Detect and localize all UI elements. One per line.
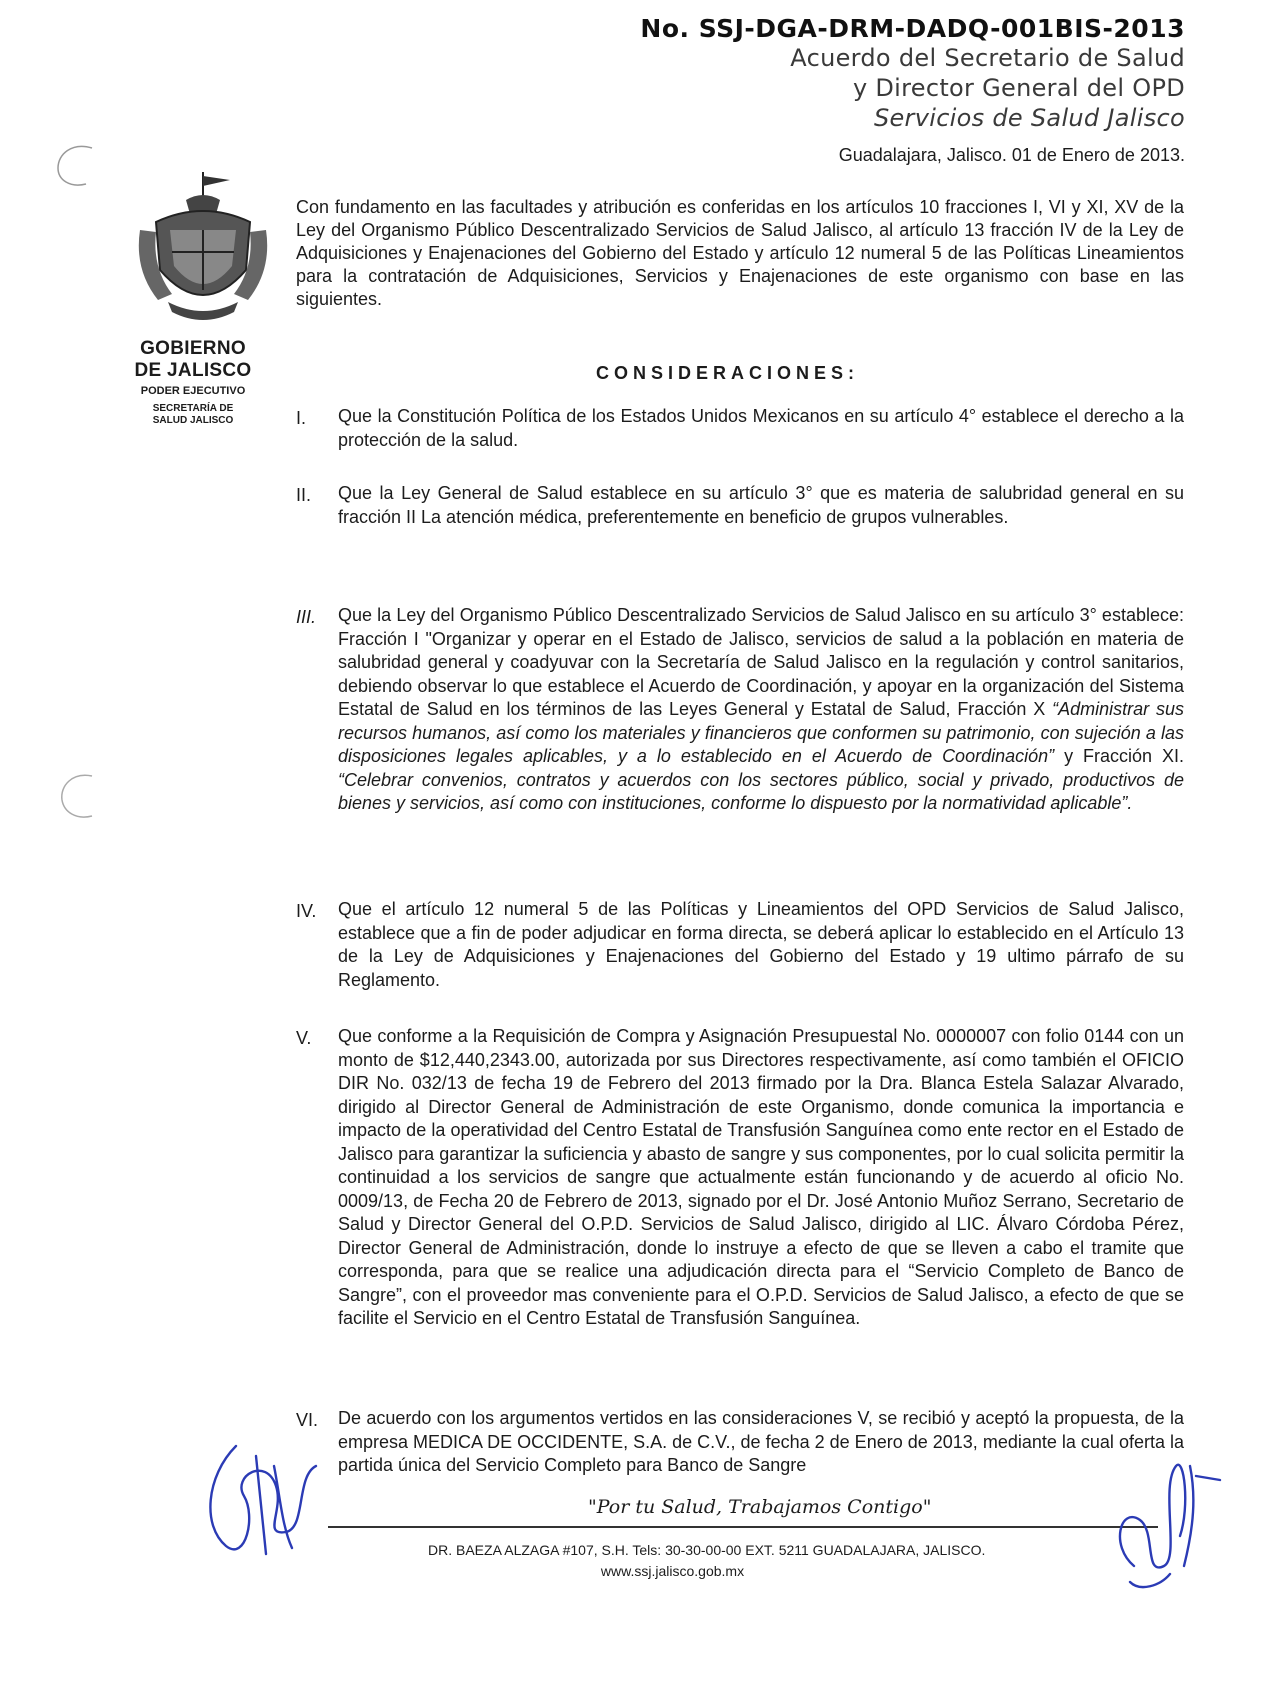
government-line4: SECRETARÍA DE SALUD JALISCO [152, 403, 234, 426]
consideration-number: III. [296, 607, 317, 627]
agreement-title-line1: Acuerdo del Secretario de Salud [790, 44, 1185, 72]
footer-address: DR. BAEZA ALZAGA #107, S.H. Tels: 30-30-00-00 EXT. 5211 GUADALAJARA, JALISCO. [428, 1542, 986, 1558]
agreement-title-line2: y Director General del OPD [852, 74, 1185, 102]
consideration-text: Que la Constitución Política de los Estados Unidos Mexicanos en su artículo 4° establece el derecho a la protección de la salud. [338, 406, 1184, 450]
consideration-item [296, 604, 1184, 816]
document-header [640, 14, 1185, 166]
consideration-text: Que conforme a la Requisición de Compra y Asignación Presupuestal No. 0000007 con folio 0144 con un monto de $12,440,2343.00, autorizada por sus Directores respectivamente, así como también el OFICIO DIR No. 032/13 de fecha 19 de Febrero del 2013 firmado por la Dra. Blanca Estela Salazar Alvarado, dirigido al Director General de Administración de este Organismo, donde comunica la importancia e impacto de la operatividad del Centro Estatal de Transfusión Sanguínea como ente rector en el Estado de Jalisco para garantizar la suficiencia y abasto de sangre y sus componentes, por lo cual solicita permitir la continuidad a los servicios de sangre que actualmente están funcionando y de acuerdo al oficio No. 0009/13, de Fecha 20 de Febrero de 2013, signado por el Dr. José Antonio Muñoz Serrano, Secretario de Salud y Director General del O.P.D. Servicios de Salud Jalisco, dirigido al LIC. Álvaro Córdoba Pérez, Director General de Administración, donde lo instruye a efecto de que se lleven a cabo el tramite que corresponda, para que se realice una adjudicación directa para el “Servicio Completo de Banco de Sangre”, con el proveedor mas conveniente para el O.P.D. Servicios de Salud Jalisco, a efecto de que se facilite el Servicio en el Centro Estatal de Transfusión Sanguínea. [338, 1026, 1184, 1328]
handwritten-signature-left [196, 1436, 336, 1566]
government-block [118, 338, 268, 427]
consideration-text-part: Que la Ley del Organismo Público Descentralizado Servicios de Salud Jalisco en su artículo 3° establece: Fracción I "Organizar y operar en el Estado de Jalisco, servicios de salud a la población en materia de salubridad general y coadyuvar con la Secretaría de Salud Jalisco en la regulación y control sanitarios, debiendo observar lo que establece el Acuerdo de Coordinación, y apoyar en la organización del Sistema Estatal de Salud en los términos de las Leyes General y Estatal de Salud, Fracción X [338, 605, 1184, 719]
consideration-text-part: y Fracción XI. [1054, 746, 1184, 766]
government-line2: DE JALISCO [134, 360, 252, 381]
consideration-item [296, 482, 1184, 529]
consideration-text: De acuerdo con los argumentos vertidos en las consideraciones V, se recibió y aceptó la propuesta, de la empresa MEDICA DE OCCIDENTE, S.A. de C.V., de fecha 2 de Enero de 2013, mediante la cual oferta la partida única del Servicio Completo para Banco de Sangre [338, 1408, 1184, 1475]
consideration-number: V. [296, 1028, 312, 1048]
consideration-text: Que el artículo 12 numeral 5 de las Políticas y Lineamientos del OPD Servicios de Salud Jalisco, establece que a fin de poder adjudicar en forma directa, se deberá aplicar lo establecido en el Artículo 13 de la Ley de Adquisiciones y Enajenaciones del Gobierno del Estado y 19 ultimo párrafo de su Reglamento. [338, 899, 1184, 990]
consideration-text: Que la Ley General de Salud establece en su artículo 3° que es materia de salubridad general en su fracción II La atención médica, preferentemente en beneficio de grupos vulnerables. [338, 483, 1184, 527]
handwritten-signature-right [1100, 1446, 1230, 1596]
document-date: Guadalajara, Jalisco. 01 de Enero de 2013. [838, 145, 1185, 165]
agreement-title-line3: Servicios de Salud Jalisco [873, 104, 1185, 132]
consideration-item [296, 405, 1184, 452]
government-line1: GOBIERNO [140, 338, 246, 359]
intro-paragraph: Con fundamento en las facultades y atribución es conferidas en los artículos 10 fracciones I, VI y XI, XV de la Ley del Organismo Público Descentralizado Servicios de Salud Jalisco, al artículo 13 fracción IV de la Ley de Adquisiciones y Enajenaciones del Gobierno del Estado y artículo 12 numeral 5 de las Políticas Lineamientos para la contratación de Adquisiciones, Servicios y Enajenaciones de este organismo con base en las siguientes. [296, 197, 1184, 309]
consideration-item [296, 898, 1184, 992]
consideration-number: I. [296, 408, 307, 428]
considerations-title: CONSIDERACIONES: [596, 363, 860, 383]
consideration-text [338, 604, 1184, 816]
government-line3: PODER EJECUTIVO [140, 385, 246, 397]
consideration-quote: “Administrar sus recursos humanos, así como los materiales y financieros que conformen su patrimonio, con sujeción a las disposiciones legales aplicables, y a lo establecido en el Acuerdo de Coordinación” [338, 699, 1184, 766]
punch-hole-bottom [54, 770, 98, 824]
consideration-number: IV. [296, 901, 317, 921]
consideration-number: VI. [296, 1410, 319, 1430]
consideration-number: II. [296, 485, 312, 505]
footer-website: www.ssj.jalisco.gob.mx [600, 1563, 745, 1579]
footer-slogan: "Por tu Salud, Trabajamos Contigo" [588, 1496, 932, 1518]
punch-hole-top [52, 140, 96, 190]
jalisco-coat-of-arms-logo [128, 170, 278, 330]
consideration-quote: “Celebrar convenios, contratos y acuerdos con los sectores público, social y privado, productivos de bienes y servicios, así como con instituciones, conforme lo dispuesto por la normatividad aplicable”. [338, 769, 1184, 813]
document-number: No. SSJ-DGA-DRM-DADQ-001BIS-2013 [640, 14, 1185, 43]
footer-divider [328, 1526, 1158, 1528]
consideration-item [296, 1407, 1184, 1478]
consideration-item [296, 1025, 1184, 1331]
